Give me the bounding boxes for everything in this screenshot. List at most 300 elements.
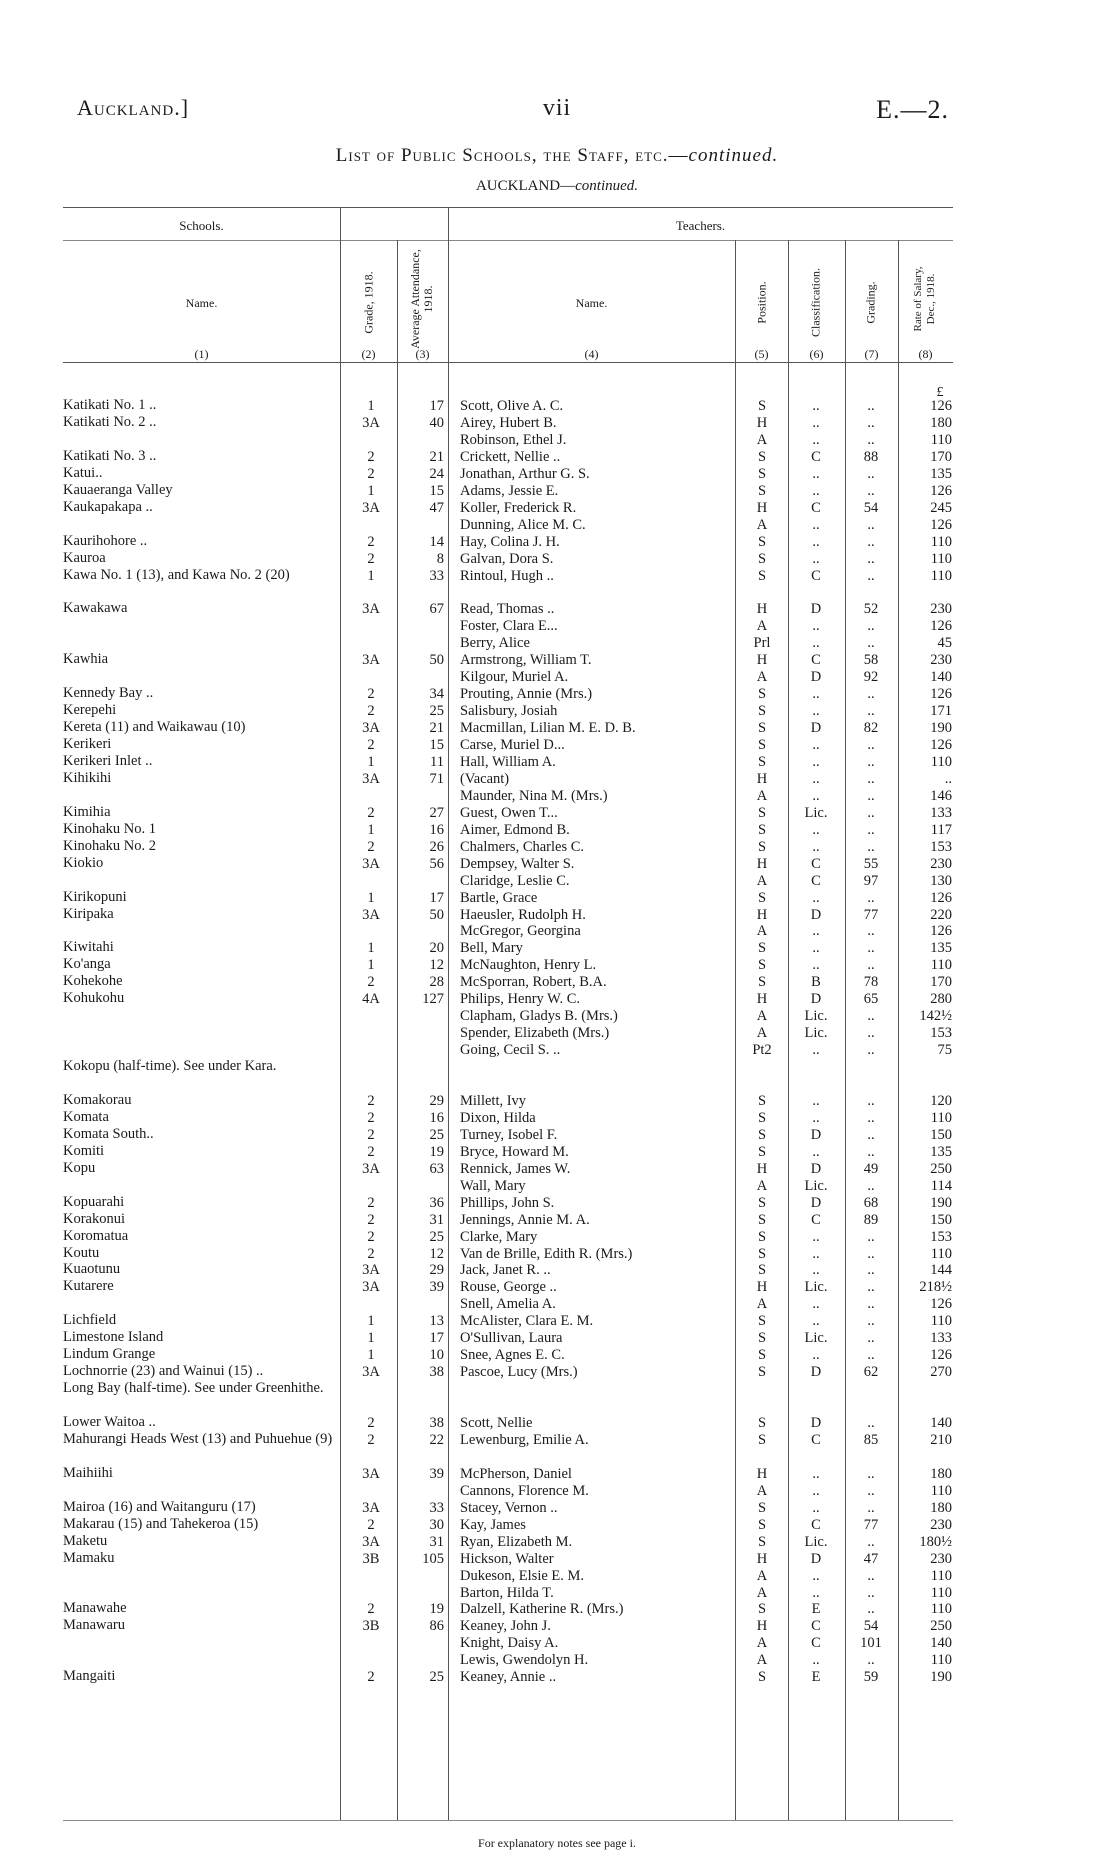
grading-cell: ..: [867, 737, 875, 753]
table-row: [0, 787, 1114, 805]
grade-cell: 2: [367, 703, 375, 720]
column-number: (4): [584, 347, 599, 361]
salary-cell: 135: [930, 465, 952, 482]
classification-cell: ..: [812, 1042, 820, 1059]
salary-cell: 190: [930, 720, 952, 737]
table-top-rule: [63, 207, 953, 208]
table-row: [0, 651, 1114, 669]
classification-cell: C: [811, 1431, 821, 1448]
classification-cell: D: [810, 1194, 822, 1211]
attendance-cell: 56: [429, 855, 444, 872]
grade-cell: 3B: [362, 1618, 380, 1635]
classification-cell: D: [810, 601, 822, 618]
salary-cell: 126: [930, 737, 952, 753]
grade-cell: 3B: [362, 1550, 380, 1567]
teacher-name: Scott, Olive A. C.: [460, 398, 564, 414]
salary-cell: 45: [937, 635, 952, 652]
grade-cell: 1: [367, 753, 375, 770]
salary-cell: 153: [930, 838, 952, 855]
position-cell: H: [756, 1550, 768, 1567]
teacher-name: Jonathan, Arthur G. S.: [460, 465, 590, 482]
salary-cell: 135: [930, 1143, 952, 1160]
teacher-name: Dempsey, Walter S.: [460, 855, 575, 872]
school-name: Ko'anga: [63, 956, 111, 973]
grading-cell: ..: [867, 482, 875, 499]
column-header-classification: Classification.: [808, 268, 823, 337]
grading-cell: ..: [867, 940, 875, 957]
grade-cell: 2: [367, 1194, 375, 1211]
teacher-name: Berry, Alice: [460, 635, 530, 652]
teacher-name: Armstrong, William T.: [460, 652, 592, 669]
classification-cell: ..: [812, 957, 820, 974]
classification-cell: D: [810, 1364, 822, 1381]
grade-cell: 3A: [362, 652, 380, 669]
column-number: (5): [754, 347, 769, 361]
position-cell: H: [756, 1465, 768, 1482]
attendance-cell: 24: [429, 465, 444, 482]
position-cell: S: [757, 753, 767, 770]
table-row: [0, 1414, 1114, 1432]
grade-cell: 3A: [362, 770, 380, 787]
grading-cell: 78: [863, 974, 879, 991]
grading-cell: ..: [867, 1465, 875, 1482]
position-cell: S: [757, 567, 767, 584]
teacher-name: Carse, Muriel D...: [460, 737, 565, 753]
attendance-cell: 16: [429, 821, 444, 838]
salary-cell: 250: [930, 1618, 952, 1635]
column-number: (1): [194, 347, 209, 361]
position-cell: H: [756, 1618, 768, 1635]
table-row: [0, 1499, 1114, 1517]
salary-cell: 146: [930, 787, 952, 804]
grading-cell: ..: [867, 1008, 875, 1025]
grade-cell: 3A: [362, 1533, 380, 1550]
salary-cell: 230: [930, 652, 952, 669]
school-name: Kinohaku No. 1: [63, 820, 157, 837]
position-cell: A: [756, 516, 768, 533]
teacher-name: (Vacant): [460, 770, 510, 787]
table-row: [0, 1261, 1114, 1279]
table-row: [0, 1194, 1114, 1212]
grading-cell: ..: [867, 923, 875, 940]
position-cell: A: [756, 618, 768, 635]
salary-cell: 126: [930, 398, 952, 414]
group-header-rule: [63, 240, 953, 241]
attendance-cell: 15: [429, 482, 444, 499]
position-cell: H: [756, 855, 768, 872]
grading-cell: ..: [867, 1601, 875, 1618]
salary-cell: 110: [930, 1313, 952, 1330]
school-name: Kutarere: [63, 1278, 114, 1295]
position-cell: S: [757, 448, 767, 465]
teacher-name: O'Sullivan, Laura: [460, 1330, 563, 1347]
teacher-name: Hall, William A.: [460, 753, 556, 770]
school-name: Kihikihi: [63, 769, 112, 786]
grading-cell: 52: [863, 601, 879, 618]
table-row: [0, 1228, 1114, 1246]
teacher-name: Bartle, Grace: [460, 889, 538, 906]
school-name: Komakorau: [63, 1091, 132, 1108]
salary-cell: 150: [930, 1211, 952, 1228]
teacher-name: McAlister, Clara E. M.: [460, 1313, 594, 1330]
position-cell: A: [756, 1635, 768, 1652]
grading-cell: ..: [867, 635, 875, 652]
salary-cell: ..: [944, 770, 952, 787]
position-cell: S: [757, 1211, 767, 1228]
position-cell: A: [756, 1567, 768, 1584]
teacher-name: Crickett, Nellie ..: [460, 448, 561, 465]
table-row: [0, 1634, 1114, 1652]
grading-cell: 82: [863, 720, 879, 737]
school-name: Koutu: [63, 1244, 100, 1261]
running-header-left: Auckland.]: [77, 95, 190, 120]
teacher-name: Koller, Frederick R.: [460, 499, 577, 516]
table-row: [0, 939, 1114, 957]
salary-cell: 142½: [919, 1008, 952, 1025]
table-row: [0, 1160, 1114, 1178]
page-number: vii: [542, 95, 572, 121]
salary-cell: 140: [930, 669, 952, 686]
grading-cell: ..: [867, 1482, 875, 1499]
table-row: [0, 1278, 1114, 1296]
position-cell: S: [757, 1516, 767, 1533]
position-cell: S: [757, 1092, 767, 1109]
teacher-name: Ryan, Elizabeth M.: [460, 1533, 573, 1550]
table-row: [0, 1431, 1114, 1449]
position-cell: S: [757, 1245, 767, 1262]
teacher-name: Chalmers, Charles C.: [460, 838, 585, 855]
grade-cell: 3A: [362, 720, 380, 737]
grade-cell: 2: [367, 974, 375, 991]
classification-cell: C: [811, 448, 821, 465]
table-row: [0, 956, 1114, 974]
table-bottom-rule: [63, 1820, 953, 1821]
salary-cell: 126: [930, 618, 952, 635]
teacher-name: Maunder, Nina M. (Mrs.): [460, 787, 608, 804]
table-row: [0, 465, 1114, 483]
position-cell: S: [757, 1415, 767, 1431]
grading-cell: ..: [867, 1177, 875, 1194]
teacher-name: Dalzell, Katherine R. (Mrs.): [460, 1601, 624, 1618]
school-name: Kokopu (half-time). See under Kara.: [63, 1058, 277, 1075]
position-cell: S: [757, 1533, 767, 1550]
classification-cell: D: [810, 1160, 822, 1177]
table-row: [0, 1363, 1114, 1381]
salary-cell: 110: [930, 1584, 952, 1601]
teacher-name: Stacey, Vernon ..: [460, 1499, 558, 1516]
salary-cell: 130: [930, 872, 952, 889]
grading-cell: ..: [867, 398, 875, 414]
salary-cell: 210: [930, 1431, 952, 1448]
salary-cell: 110: [930, 957, 952, 974]
teacher-name: Spender, Elizabeth (Mrs.): [460, 1025, 610, 1042]
classification-cell: ..: [812, 1109, 820, 1126]
classification-cell: ..: [812, 1245, 820, 1262]
title-italic: continued.: [688, 145, 779, 166]
grading-cell: 47: [863, 1550, 879, 1567]
grading-cell: 49: [863, 1160, 879, 1177]
table-row: [0, 414, 1114, 432]
classification-cell: E: [811, 1669, 821, 1686]
teacher-name: Kay, James: [460, 1516, 526, 1533]
school-name: Katui..: [63, 464, 103, 481]
attendance-cell: 27: [429, 804, 444, 821]
school-name: Kawhia: [63, 651, 109, 668]
salary-cell: 110: [930, 1567, 952, 1584]
teacher-name: Hay, Colina J. H.: [460, 533, 560, 550]
school-name: Manawahe: [63, 1600, 127, 1617]
classification-cell: ..: [812, 940, 820, 957]
grading-cell: ..: [867, 1347, 875, 1364]
column-number: (2): [361, 347, 376, 361]
group-header-teachers: Teachers.: [675, 218, 726, 233]
salary-cell: 110: [930, 533, 952, 550]
teacher-name: McGregor, Georgina: [460, 923, 581, 940]
grading-cell: ..: [867, 1092, 875, 1109]
attendance-cell: 14: [429, 533, 444, 550]
salary-cell: 280: [930, 991, 952, 1008]
school-name: Makarau (15) and Tahekeroa (15): [63, 1515, 259, 1532]
attendance-cell: 127: [422, 991, 444, 1008]
position-cell: A: [756, 1652, 768, 1669]
position-cell: S: [757, 940, 767, 957]
teacher-name: Bell, Mary: [460, 940, 523, 957]
grade-cell: 2: [367, 1109, 375, 1126]
teacher-name: Kilgour, Muriel A.: [460, 669, 569, 686]
salary-cell: 110: [930, 431, 952, 448]
school-name: Kuaotunu: [63, 1261, 121, 1278]
grading-cell: ..: [867, 1415, 875, 1431]
salary-cell: 140: [930, 1635, 952, 1652]
position-cell: S: [757, 398, 767, 414]
table-row: [0, 872, 1114, 890]
grade-cell: 2: [367, 1601, 375, 1618]
position-cell: S: [757, 821, 767, 838]
grade-cell: 2: [367, 804, 375, 821]
grade-cell: 1: [367, 567, 375, 584]
grade-cell: 3A: [362, 1279, 380, 1296]
table-row: [0, 1092, 1114, 1110]
classification-cell: ..: [812, 1482, 820, 1499]
teacher-name: Philips, Henry W. C.: [460, 991, 581, 1008]
school-name: Komata South..: [63, 1125, 154, 1142]
table-row: [0, 516, 1114, 534]
salary-cell: 230: [930, 855, 952, 872]
attendance-cell: 20: [429, 940, 444, 957]
attendance-cell: 25: [429, 1126, 444, 1143]
table-row: [0, 1109, 1114, 1127]
teacher-name: Cannons, Florence M.: [460, 1482, 589, 1499]
teacher-name: Van de Brille, Edith R. (Mrs.): [460, 1245, 633, 1262]
salary-cell: 180½: [919, 1533, 952, 1550]
teacher-name: Dixon, Hilda: [460, 1109, 536, 1126]
position-cell: A: [756, 1296, 768, 1313]
attendance-cell: 11: [430, 753, 444, 770]
school-name: Kiokio: [63, 854, 104, 871]
salary-cell: 144: [930, 1262, 952, 1279]
attendance-cell: 28: [429, 974, 444, 991]
classification-cell: C: [811, 499, 821, 516]
position-cell: S: [757, 1431, 767, 1448]
table-row: [0, 685, 1114, 703]
table-row: [0, 1584, 1114, 1602]
classification-cell: E: [811, 1601, 821, 1618]
grading-cell: 62: [863, 1364, 879, 1381]
position-cell: S: [757, 1313, 767, 1330]
classification-cell: C: [811, 567, 821, 584]
table-row: [0, 1465, 1114, 1483]
title-main: List of Public Schools, the Staff, etc.—: [335, 145, 689, 166]
school-name: Kereta (11) and Waikawau (10): [63, 719, 246, 736]
position-cell: S: [757, 1109, 767, 1126]
position-cell: S: [757, 889, 767, 906]
table-row: [0, 1041, 1114, 1059]
classification-cell: ..: [812, 753, 820, 770]
table-row: [0, 973, 1114, 991]
table-row: [0, 855, 1114, 873]
grade-cell: 2: [367, 1431, 375, 1448]
grading-cell: 88: [863, 448, 879, 465]
column-header-salary: Rate of Salary, Dec., 1918.: [912, 266, 937, 332]
classification-cell: D: [810, 991, 822, 1008]
grading-cell: ..: [867, 533, 875, 550]
school-name: Maketu: [63, 1532, 108, 1549]
table-row: [0, 533, 1114, 551]
classification-cell: Lic.: [804, 1279, 828, 1296]
school-name: Kaukapakapa ..: [63, 498, 153, 515]
school-name: Kimihia: [63, 803, 111, 820]
classification-cell: D: [810, 1126, 822, 1143]
grading-cell: 77: [863, 906, 879, 923]
attendance-cell: 67: [429, 601, 444, 618]
teacher-name: Dukeson, Elsie E. M.: [460, 1567, 585, 1584]
grade-cell: 4A: [362, 991, 380, 1008]
teacher-name: Barton, Hilda T.: [460, 1584, 554, 1601]
classification-cell: C: [811, 1635, 821, 1652]
attendance-cell: 50: [429, 652, 444, 669]
table-row: [0, 804, 1114, 822]
position-cell: H: [756, 652, 768, 669]
salary-cell: 114: [930, 1177, 952, 1194]
grade-cell: 1: [367, 1347, 375, 1364]
classification-cell: ..: [812, 703, 820, 720]
school-name: Lochnorrie (23) and Wainui (15) ..: [63, 1363, 264, 1380]
school-name: Kauroa: [63, 549, 106, 566]
subtitle-italic: continued.: [575, 178, 639, 194]
school-name: Kohukohu: [63, 990, 125, 1007]
school-name: Komiti: [63, 1142, 105, 1159]
grading-cell: ..: [867, 1143, 875, 1160]
teacher-name: Bryce, Howard M.: [460, 1143, 569, 1160]
school-name: Kerikeri: [63, 736, 112, 752]
table-row: [0, 482, 1114, 500]
attendance-cell: 47: [429, 499, 444, 516]
grading-cell: 58: [863, 652, 879, 669]
teacher-name: Lewis, Gwendolyn H.: [460, 1652, 589, 1669]
classification-cell: ..: [812, 516, 820, 533]
grading-cell: 55: [863, 855, 879, 872]
school-name: Mamaku: [63, 1549, 115, 1566]
attendance-cell: 31: [429, 1211, 444, 1228]
grade-cell: 2: [367, 838, 375, 855]
grading-cell: ..: [867, 889, 875, 906]
table-row: [0, 1312, 1114, 1330]
teacher-name: Wall, Mary: [460, 1177, 526, 1194]
classification-cell: ..: [812, 550, 820, 567]
salary-cell: 117: [930, 821, 952, 838]
column-header-school-name: Name.: [185, 296, 218, 310]
grading-cell: ..: [867, 821, 875, 838]
salary-cell: 180: [930, 414, 952, 431]
classification-cell: Lic.: [804, 1330, 828, 1347]
grade-cell: 2: [367, 550, 375, 567]
grading-cell: ..: [867, 957, 875, 974]
table-row: [0, 1024, 1114, 1042]
attendance-cell: 16: [429, 1109, 444, 1126]
table-row: [0, 600, 1114, 618]
grading-cell: ..: [867, 1228, 875, 1245]
attendance-cell: 31: [429, 1533, 444, 1550]
teacher-name: McPherson, Daniel: [460, 1465, 572, 1482]
classification-cell: ..: [812, 787, 820, 804]
position-cell: H: [756, 499, 768, 516]
position-cell: S: [757, 1601, 767, 1618]
salary-cell: 120: [930, 1092, 952, 1109]
salary-cell: 126: [930, 686, 952, 703]
footnote: For explanatory notes see page i.: [478, 1836, 636, 1850]
position-cell: H: [756, 1279, 768, 1296]
school-name: Kauaeranga Valley: [63, 481, 173, 498]
position-cell: A: [756, 1025, 768, 1042]
grade-cell: 2: [367, 1092, 375, 1109]
teacher-name: Salisbury, Josiah: [460, 703, 558, 720]
grade-cell: 1: [367, 1313, 375, 1330]
school-name: Maihiihi: [63, 1464, 113, 1481]
salary-cell: 133: [930, 1330, 952, 1347]
classification-cell: D: [810, 906, 822, 923]
position-cell: A: [756, 431, 768, 448]
school-name: Korakonui: [63, 1210, 126, 1227]
salary-cell: 190: [930, 1669, 952, 1686]
table-row: [0, 397, 1114, 415]
position-cell: H: [756, 991, 768, 1008]
classification-cell: B: [811, 974, 821, 991]
salary-cell: 150: [930, 1126, 952, 1143]
grade-cell: 1: [367, 482, 375, 499]
teacher-name: Guest, Owen T...: [460, 804, 558, 821]
grade-cell: 3A: [362, 414, 380, 431]
grade-cell: 2: [367, 1669, 375, 1686]
attendance-cell: 34: [429, 686, 444, 703]
attendance-cell: 17: [429, 889, 444, 906]
classification-cell: ..: [812, 1567, 820, 1584]
table-row: [0, 1651, 1114, 1669]
school-name: Kennedy Bay ..: [63, 685, 154, 702]
grading-cell: ..: [867, 1126, 875, 1143]
classification-cell: C: [811, 855, 821, 872]
grading-cell: ..: [867, 431, 875, 448]
position-cell: A: [756, 1177, 768, 1194]
subtitle-main: AUCKLAND—: [475, 178, 576, 194]
grading-cell: 59: [863, 1669, 879, 1686]
school-name: Komata: [63, 1108, 109, 1125]
attendance-cell: 39: [429, 1279, 444, 1296]
school-name: Kiwitahi: [63, 939, 114, 956]
grade-cell: 1: [367, 957, 375, 974]
teacher-name: Read, Thomas ..: [460, 601, 555, 618]
grading-cell: ..: [867, 753, 875, 770]
position-cell: S: [757, 1143, 767, 1160]
